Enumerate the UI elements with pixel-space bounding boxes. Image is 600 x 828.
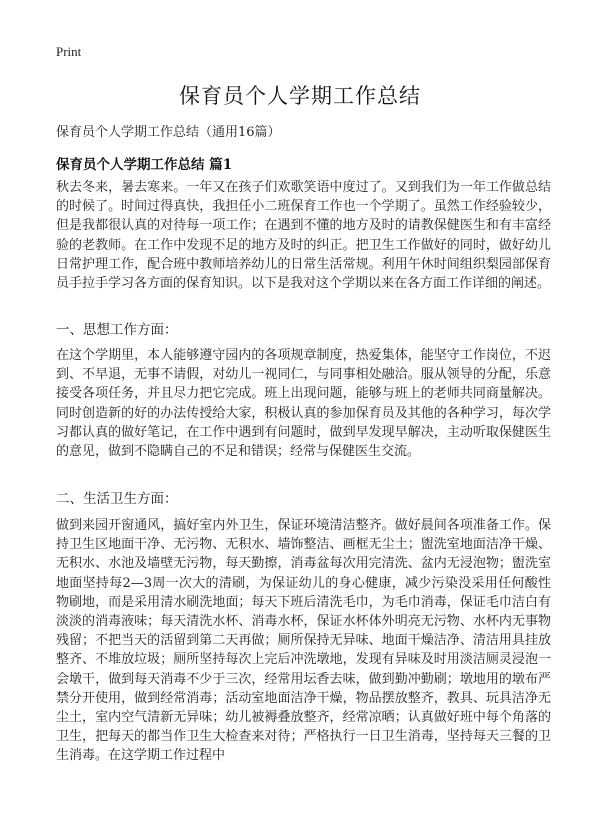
paragraph-intro: 秋去冬来，暑去寒来。一年又在孩子们欢歌笑语中度过了。又到我们为一年工作做总结的时候了。时间过得真快，我担任小二班保育工作也一个学期了。虽然工作经验较少，但是我都很认真的对待每一项工作；在遇到不懂的地方及时的请教保健医生和有丰富经验的老教师。在工作中发现不足的地方及时的纠正。把卫生工作做好的同时，做好幼儿日常护理工作，配合班中教师培养幼儿的日常生活常规。利用午休时间组织梨园部保育员手拉手学习各方面的保育知识。以下是我对这个学期以来在各方面工作详细的阐述。 — [56, 180, 551, 292]
heading-hygiene: 二、生活卫生方面： — [56, 491, 178, 507]
page-title: 保育员个人学期工作总结 — [179, 84, 421, 108]
paragraph-hygiene: 做到来园开窗通风，搞好室内外卫生，保证环境清洁整齐。做好晨间各项准备工作。保持卫生区地面干净、无污物、无积水、墙饰整洁、画框无尘土；盥洗室地面洁净干燥、无积水、水池及墙壁无污物，每天勤擦，消毒盆每次用完清洗、盆内无浸泡物；盥洗室地面坚持每2—3周一次大的清刷，为保证幼儿的身心健康，减少污染没采用任何酸性物刷地，而是采用清水刷洗地面；每天下班后清洗毛巾，为毛巾消毒，保证毛巾洁白有淡淡的消毒液味；每天清洗水杯、消毒水杯，保证水杯体外明亮无污物、水杯内无事物残留；不把当天的活留到第二天再做；厕所保持无异味、地面干燥洁净、清洁用具挂放整齐、不堆放垃圾；厕所坚持每次上完后冲洗墩地，发现有异味及时用淡洁厕灵浸泡一会墩干，做到每天消毒不少于三次，经常用坛香去味，做到勤冲勤刷；墩地用的墩布严禁分开使用，做到经常消毒；活动室地面洁净干燥，物品摆放整齐，教具、玩具洁净无尘土，室内空气清新无异味；幼儿被褥叠放整齐，经常凉晒；认真做好班中每个角落的卫生，把每天的都当作卫生大检查来对待；严格执行一日卫生消毒，坚持每天三餐的卫生消毒。在这学期工作过程中 — [56, 518, 551, 764]
heading-thought-work: 一、思想工作方面： — [56, 322, 178, 338]
print-link[interactable]: Print — [56, 44, 82, 59]
paragraph-thought-work: 在这个学期里，本人能够遵守园内的各项规章制度，热爱集体，能坚守工作岗位，不迟到、不早退，无事不请假，对幼儿一视同仁，与同事相处融洽。服从领导的分配，乐意接受各项任务，并且尽力把它完成。班上出现问题，能够与班上的老师共同商量解决。同时创造新的好的办法传授给大家，积极认真的参加保育员及其他的各种学习，每次学习都认真的做好笔记，在工作中遇到有问题时，做到早发现早解决，主动听取保健医生的意见，做到不隐瞒自己的不足和错误；经常与保健医生交流。 — [56, 348, 551, 460]
document-subtitle: 保育员个人学期工作总结（通用16篇） — [56, 125, 281, 140]
section-title: 保育员个人学期工作总结 篇1 — [56, 157, 233, 173]
